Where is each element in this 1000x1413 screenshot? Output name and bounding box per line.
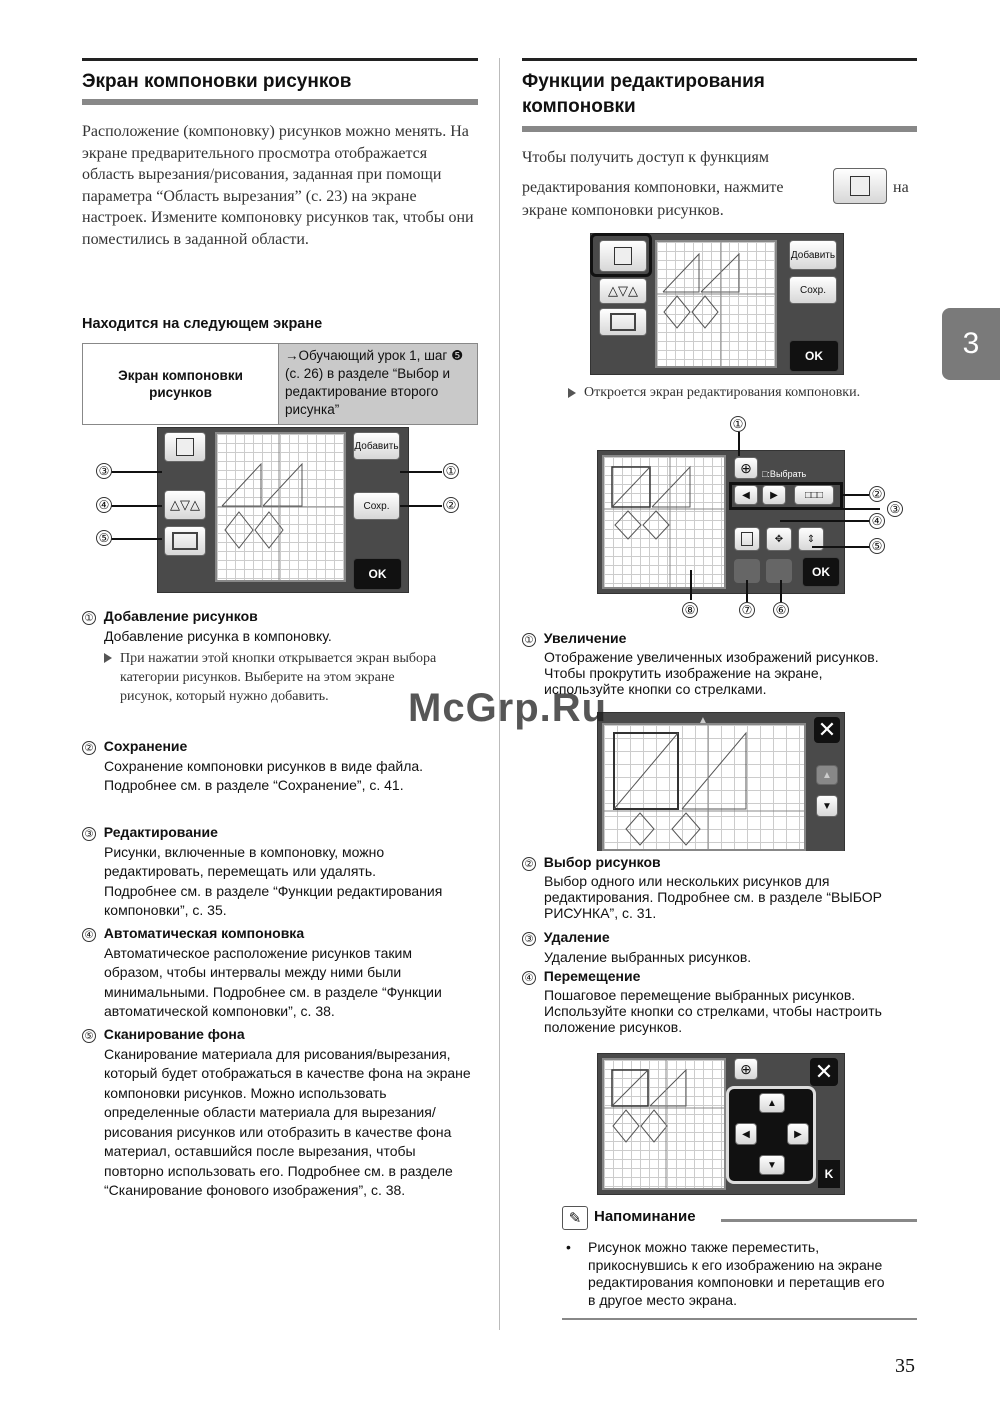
item-number: ② xyxy=(522,857,536,871)
callout-3: ③ xyxy=(96,463,112,479)
callout-line xyxy=(690,570,692,600)
callout-5: ⑤ xyxy=(869,538,885,554)
item-number: ① xyxy=(522,633,536,647)
close-button[interactable] xyxy=(814,717,840,743)
left-subheading: Находится на следующем экране xyxy=(82,316,323,332)
watermark: McGrp.Ru xyxy=(408,686,608,730)
save-button[interactable]: Сохр. xyxy=(353,492,400,520)
item-select xyxy=(522,853,917,928)
memo-text: Рисунок можно также переместить, прикоснувшись к его изображению на экране редактирования компоновки и перетащив его в другое место экрана. xyxy=(588,1239,885,1308)
item-text: Удаление выбранных рисунков. xyxy=(544,948,752,965)
memo-bullet: • xyxy=(566,1239,571,1255)
move-left-button[interactable] xyxy=(735,1123,757,1145)
delete-button[interactable] xyxy=(734,527,760,551)
right-intro-2b: на xyxy=(893,179,909,196)
pattern-shapes xyxy=(217,434,344,580)
callout-line xyxy=(750,508,880,510)
down-arrow-icon: ▼ xyxy=(767,1159,777,1171)
edit-layout-screen xyxy=(597,450,845,594)
layout-screen-left xyxy=(157,427,409,593)
item-title: Выбор рисунков xyxy=(543,854,661,870)
pattern-shapes-zoomed xyxy=(604,725,804,849)
highlight-frame xyxy=(590,233,652,277)
item-title: Перемещение xyxy=(543,968,641,984)
left-section-title: Экран компоновки рисунков xyxy=(82,71,352,92)
pattern-shapes xyxy=(604,457,724,587)
scroll-down-button[interactable] xyxy=(816,795,838,817)
right-title-rule-bottom xyxy=(522,126,917,132)
right-arrow-icon: ▶ xyxy=(770,489,778,501)
save-button[interactable]: Сохр. xyxy=(789,276,837,304)
arrow-icon xyxy=(568,388,576,398)
right-section-title-2: компоновки xyxy=(522,96,636,117)
auto-layout-icon: △▽△ xyxy=(608,283,638,298)
ok-button-partial[interactable]: K xyxy=(818,1160,840,1188)
result-note-text: Откроется экран редактирования компоновки. xyxy=(584,385,861,400)
select-label: □:Выбрать xyxy=(762,469,807,479)
ok-button[interactable]: OK xyxy=(789,340,839,372)
item-number: ④ xyxy=(82,928,96,942)
item-text: Автоматическое расположение рисунков таким образом, чтобы интервалы между ними были минимальными. Подробнее см. в разделе “Функции автоматической компоновки”, с. 38. xyxy=(104,944,442,1019)
item-text: Добавление рисунка в компоновку. xyxy=(104,627,332,644)
item-text: Выбор одного или нескольких рисунков для редактирования. Подробнее см. в разделе “ВЫБОР РИСУНКА”, с. 31. xyxy=(544,872,883,921)
pattern-shapes xyxy=(604,1060,724,1188)
item-number: ④ xyxy=(522,971,536,985)
item-text: Сохранение компоновки рисунков в виде файла. Подробнее см. в разделе “Сохранение”, с. 41. xyxy=(104,757,424,793)
left-arrow-icon: ◀ xyxy=(742,1128,750,1140)
close-button[interactable] xyxy=(810,1058,838,1086)
callout-6: ⑥ xyxy=(773,602,789,618)
right-intro-3: экране компоновки рисунков. xyxy=(522,202,724,219)
callout-line xyxy=(110,538,162,540)
callout-2: ② xyxy=(443,497,459,513)
reference-table xyxy=(82,343,478,425)
zoom-grid xyxy=(602,723,806,851)
move-button[interactable] xyxy=(766,527,792,551)
resize-icon: ⇕ xyxy=(806,533,816,545)
add-button[interactable]: Добавить xyxy=(789,240,837,270)
edit-preview-grid xyxy=(602,455,726,589)
zoom-icon: ⊕ xyxy=(740,459,752,476)
callout-line xyxy=(780,580,782,602)
item-title: Сканирование фона xyxy=(103,1026,245,1042)
item-edit xyxy=(82,823,482,924)
callout-line xyxy=(738,432,740,456)
table-left-cell: Экран компоновки рисунков xyxy=(83,344,279,424)
callout-line xyxy=(843,494,869,496)
edit-button[interactable] xyxy=(164,432,206,462)
ok-button[interactable]: OK xyxy=(353,558,402,590)
item-title: Автоматическая компоновка xyxy=(103,925,305,941)
down-arrow-icon: ▼ xyxy=(822,800,832,812)
item-delete xyxy=(522,928,917,967)
item-subnote: При нажатии этой кнопки открывается экран выбора категории рисунков. Выберите на этом экране рисунок, который нужно добавить. xyxy=(120,651,437,704)
add-button[interactable]: Добавить xyxy=(353,432,400,460)
inline-edit-button xyxy=(833,168,887,204)
item-title: Добавление рисунков xyxy=(103,608,258,624)
move-right-button[interactable] xyxy=(787,1123,809,1145)
select-all-icon: □□□ xyxy=(804,489,824,501)
close-icon: ✕ xyxy=(814,1059,834,1084)
arrow-icon xyxy=(104,653,112,663)
item-text: Рисунки, включенные в компоновку, можно редактировать, перемещать или удалять. Подробнее см. в разделе “Функции редактирования компоновки”, с. 35. xyxy=(104,843,443,918)
result-note xyxy=(568,383,860,402)
move-down-button[interactable] xyxy=(759,1155,785,1175)
callout-line xyxy=(746,580,748,602)
chapter-tab: 3 xyxy=(942,308,1000,380)
callout-5: ⑤ xyxy=(96,530,112,546)
memo-bottom-rule xyxy=(562,1318,917,1320)
callout-line xyxy=(812,546,870,548)
right-section-title-1: Функции редактирования xyxy=(522,71,765,92)
table-right-cell: →Обучающий урок 1, шаг ❺ (с. 26) в разделе “Выбор и редактирование второго рисунка” xyxy=(279,344,477,424)
page-number: 35 xyxy=(895,1355,915,1377)
item-title: Удаление xyxy=(543,929,610,945)
item-number: ① xyxy=(82,611,96,625)
callout-line xyxy=(110,471,162,473)
zoom-button[interactable] xyxy=(734,457,758,479)
item-number: ② xyxy=(82,741,96,755)
trash-icon xyxy=(741,532,753,546)
scroll-up-marker-icon: ▲ xyxy=(698,715,708,726)
callout-3: ③ xyxy=(887,501,903,517)
item-text: Отображение увеличенных изображений рисунков. Чтобы прокрутить изображение на экране, используйте кнопки со стрелками. xyxy=(544,648,879,697)
left-intro: Расположение (компоновку) рисунков можно менять. На экране предварительного просмотра отображается область вырезания/рисования, заданная при помощи параметра “Область вырезания” (с. 23) на экране настроек. Измените компоновку рисунков так, чтобы они поместились в заданной области. xyxy=(82,123,474,248)
edit-icon xyxy=(850,176,870,196)
move-arrows-icon: ✥ xyxy=(774,533,784,545)
callout-1: ① xyxy=(730,416,746,432)
right-items-b xyxy=(522,853,917,1035)
edit-icon xyxy=(176,438,194,456)
scanner-icon xyxy=(610,313,636,331)
scroll-up-button[interactable] xyxy=(816,765,838,785)
callout-line xyxy=(400,505,442,507)
memo-title: Напоминание xyxy=(594,1208,696,1225)
item-move xyxy=(522,967,917,1035)
callout-line xyxy=(400,471,442,473)
item-title: Увеличение xyxy=(543,630,627,646)
up-arrow-icon: ▲ xyxy=(822,769,832,781)
move-up-button[interactable] xyxy=(759,1093,785,1113)
select-buttons-highlight xyxy=(729,482,843,510)
auto-layout-button[interactable] xyxy=(599,278,647,304)
callout-line xyxy=(110,505,162,507)
right-intro-2a: редактирования компоновки, нажмите xyxy=(522,179,784,196)
callout-4: ④ xyxy=(96,497,112,513)
zoom-icon: ⊕ xyxy=(740,1060,752,1077)
close-icon: ✕ xyxy=(817,717,837,742)
scan-background-button[interactable] xyxy=(164,526,206,556)
item-number: ③ xyxy=(522,932,536,946)
scanner-icon xyxy=(172,532,198,550)
item-number: ⑤ xyxy=(82,1029,96,1043)
scan-background-button[interactable] xyxy=(599,308,647,336)
callout-4: ④ xyxy=(869,513,885,529)
auto-layout-button[interactable] xyxy=(164,490,206,520)
item-scan-background xyxy=(82,1025,482,1201)
right-intro-1: Чтобы получить доступ к функциям xyxy=(522,149,769,166)
up-arrow-icon: ▲ xyxy=(767,1097,777,1109)
memo-rule xyxy=(721,1219,917,1222)
left-title-rule-top xyxy=(82,58,478,61)
left-title-rule-bottom xyxy=(82,99,478,105)
move-arrow-panel xyxy=(726,1086,816,1184)
callout-line xyxy=(780,520,870,522)
callout-1: ① xyxy=(443,463,459,479)
ok-button[interactable]: OK xyxy=(802,557,840,587)
right-arrow-icon: ▶ xyxy=(794,1128,802,1140)
move-preview-grid xyxy=(602,1058,726,1190)
preview-grid xyxy=(215,432,346,582)
item-title: Редактирование xyxy=(103,824,218,840)
move-screen xyxy=(597,1053,845,1195)
zoom-button[interactable] xyxy=(734,1058,758,1080)
item-title: Сохранение xyxy=(103,738,188,754)
left-arrow-icon: ◀ xyxy=(742,489,750,501)
item-number: ③ xyxy=(82,827,96,841)
callout-7: ⑦ xyxy=(739,602,755,618)
pattern-shapes xyxy=(657,242,775,366)
callout-8: ⑧ xyxy=(682,602,698,618)
preview-grid xyxy=(655,240,777,368)
zoom-screen xyxy=(597,712,845,851)
callout-2: ② xyxy=(869,486,885,502)
auto-layout-icon: △▽△ xyxy=(170,497,200,512)
item-save xyxy=(82,737,482,823)
item-auto-layout xyxy=(82,924,482,1025)
disabled-button-6[interactable] xyxy=(766,559,792,583)
right-title-rule-top xyxy=(522,58,917,61)
item-text: Пошаговое перемещение выбранных рисунков. Используйте кнопки со стрелками, чтобы настроить положение рисунков. xyxy=(544,986,882,1035)
memo-pencil-icon: ✎ xyxy=(562,1206,588,1230)
item-text: Сканирование материала для рисования/вырезания, который будет отображаться в качестве фона на экране компоновки рисунков. Можно использовать определенные области материала для вырезания/рисования рисунков или отобразить в качестве фона материал, оставшийся после вырезания, чтобы повторно использовать его. Подробнее см. в разделе “Сканирование фонового изображения”, с. 38. xyxy=(104,1045,471,1198)
